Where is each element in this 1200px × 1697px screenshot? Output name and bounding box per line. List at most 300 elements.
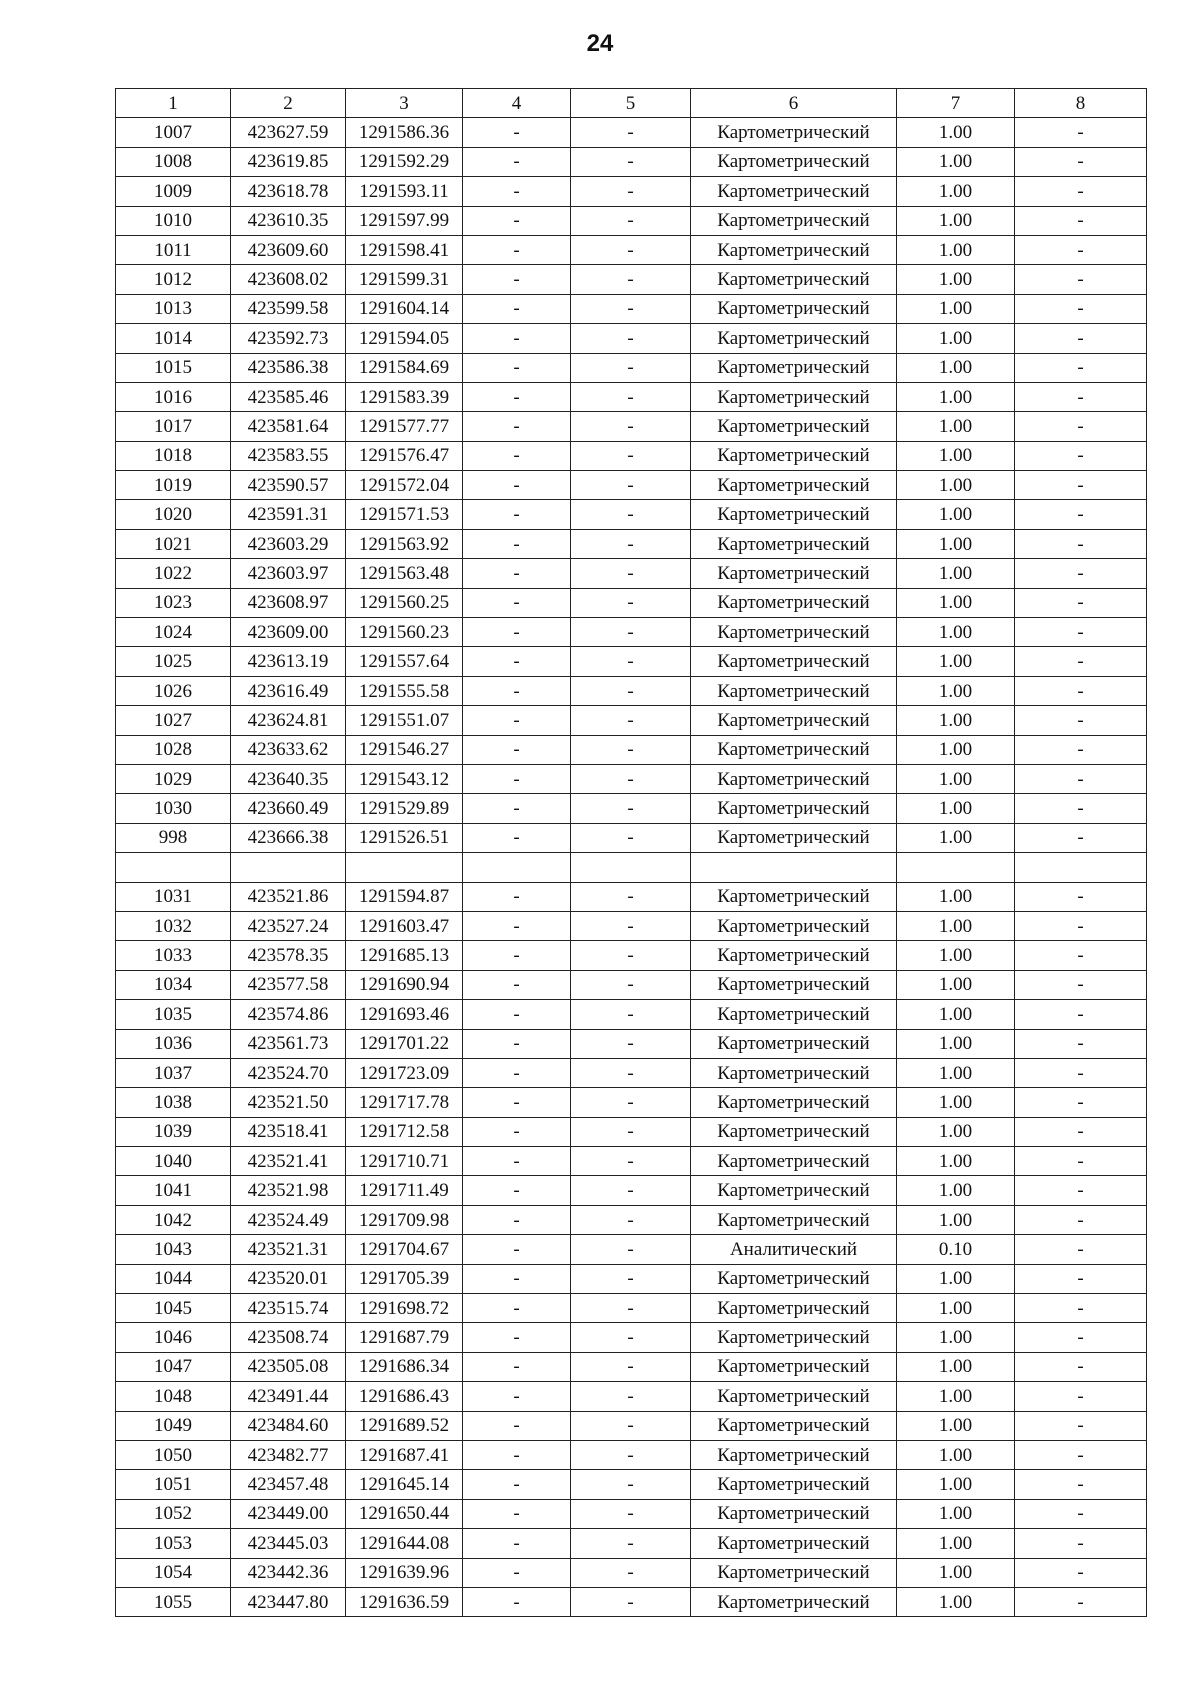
table-cell: - [463, 1029, 571, 1058]
table-cell: 1291687.79 [346, 1323, 463, 1352]
table-cell: - [463, 1147, 571, 1176]
table-cell: 1.00 [897, 529, 1015, 558]
table-cell: 1291723.09 [346, 1058, 463, 1087]
table-cell: - [1015, 118, 1147, 147]
table-cell: 423633.62 [231, 735, 346, 764]
table-cell: 1291639.96 [346, 1558, 463, 1587]
table-cell: 423457.48 [231, 1470, 346, 1499]
table-cell: - [1015, 647, 1147, 676]
table-cell: 1045 [116, 1294, 231, 1323]
table-cell: 1.00 [897, 265, 1015, 294]
table-cell: - [463, 1529, 571, 1558]
table-cell: 1007 [116, 118, 231, 147]
table-cell: 1017 [116, 412, 231, 441]
table-cell: Картометрический [691, 1529, 897, 1558]
table-cell: 1009 [116, 177, 231, 206]
table-cell: - [463, 441, 571, 470]
table-row [116, 853, 1147, 882]
table-cell: 1.00 [897, 1499, 1015, 1528]
table-cell: - [1015, 324, 1147, 353]
table-cell: 1038 [116, 1088, 231, 1117]
table-cell: - [1015, 882, 1147, 911]
table-cell: - [463, 764, 571, 793]
table-row [116, 911, 1147, 940]
table-row [116, 823, 1147, 852]
table-cell: 423524.70 [231, 1058, 346, 1087]
table-row [116, 1088, 1147, 1117]
table-cell: - [571, 706, 691, 735]
table-cell: - [463, 1440, 571, 1469]
table-cell: - [1015, 1499, 1147, 1528]
table-cell: 423624.81 [231, 706, 346, 735]
table-row [116, 970, 1147, 999]
table-cell: Картометрический [691, 177, 897, 206]
table-cell: Картометрический [691, 294, 897, 323]
table-cell: - [571, 1440, 691, 1469]
table-cell: Картометрический [691, 1205, 897, 1234]
table-cell: - [463, 235, 571, 264]
table-cell: - [463, 1088, 571, 1117]
table-cell: - [463, 118, 571, 147]
table-cell: 423484.60 [231, 1411, 346, 1440]
table-cell: - [571, 882, 691, 911]
table-cell: 1.00 [897, 941, 1015, 970]
table-cell: 1291650.44 [346, 1499, 463, 1528]
table-cell: - [463, 1382, 571, 1411]
table-cell: 1021 [116, 529, 231, 558]
table-row [116, 882, 1147, 911]
table-cell: 1.00 [897, 1382, 1015, 1411]
table-cell: - [571, 676, 691, 705]
table-cell: - [1015, 206, 1147, 235]
table-cell: - [571, 559, 691, 588]
table-cell: - [1015, 588, 1147, 617]
table-cell: 423640.35 [231, 764, 346, 793]
table-cell: 1.00 [897, 647, 1015, 676]
table-row [116, 206, 1147, 235]
table-cell: - [1015, 764, 1147, 793]
table-cell: 1.00 [897, 1205, 1015, 1234]
table-cell: - [571, 1499, 691, 1528]
table-cell: 423449.00 [231, 1499, 346, 1528]
table-cell: 1.00 [897, 1088, 1015, 1117]
table-cell: - [571, 412, 691, 441]
table-cell: Картометрический [691, 588, 897, 617]
table-cell: 1051 [116, 1470, 231, 1499]
table-cell: 1.00 [897, 706, 1015, 735]
table-cell: 1291577.77 [346, 412, 463, 441]
table-cell: - [463, 618, 571, 647]
table-cell: - [571, 1264, 691, 1293]
table-cell: 1024 [116, 618, 231, 647]
table-row [116, 118, 1147, 147]
table-row [116, 1499, 1147, 1528]
table-cell: - [1015, 353, 1147, 382]
table-cell: Картометрический [691, 1440, 897, 1469]
table-cell: Картометрический [691, 1029, 897, 1058]
table-cell: 423599.58 [231, 294, 346, 323]
table-cell: - [463, 353, 571, 382]
table-cell: Картометрический [691, 1382, 897, 1411]
table-cell: 423521.98 [231, 1176, 346, 1205]
table-cell: 1027 [116, 706, 231, 735]
table-cell: - [571, 324, 691, 353]
table-cell [346, 853, 463, 882]
table-cell: - [571, 764, 691, 793]
table-cell: 1291529.89 [346, 794, 463, 823]
table-cell: 1014 [116, 324, 231, 353]
table-cell: 1043 [116, 1235, 231, 1264]
table-cell: - [1015, 1529, 1147, 1558]
table-cell: 1013 [116, 294, 231, 323]
table-row [116, 588, 1147, 617]
table-cell: - [571, 1176, 691, 1205]
table-cell: 1291572.04 [346, 471, 463, 500]
table-cell: 1029 [116, 764, 231, 793]
table-cell: Картометрический [691, 647, 897, 676]
table-cell: 423618.78 [231, 177, 346, 206]
table-cell: 1031 [116, 882, 231, 911]
table-row [116, 1440, 1147, 1469]
header-cell: 2 [231, 89, 346, 118]
table-cell: 1291636.59 [346, 1587, 463, 1616]
table-cell: 1291712.58 [346, 1117, 463, 1146]
table-cell: Картометрический [691, 265, 897, 294]
table-cell: 1.00 [897, 1323, 1015, 1352]
table-cell: - [463, 1235, 571, 1264]
table-cell: - [1015, 441, 1147, 470]
table-cell: Картометрический [691, 1088, 897, 1117]
table-cell: 1047 [116, 1352, 231, 1381]
table-row [116, 618, 1147, 647]
table-cell: 423442.36 [231, 1558, 346, 1587]
table-row [116, 177, 1147, 206]
table-cell: 1291689.52 [346, 1411, 463, 1440]
table-cell: Картометрический [691, 1499, 897, 1528]
table-cell: - [1015, 1176, 1147, 1205]
table-cell: 1.00 [897, 1058, 1015, 1087]
table-cell: - [571, 529, 691, 558]
table-cell: - [1015, 1440, 1147, 1469]
coordinates-table [115, 88, 1147, 1617]
table-cell: 1291705.39 [346, 1264, 463, 1293]
table-cell: - [463, 147, 571, 176]
table-row [116, 1176, 1147, 1205]
table-cell: - [571, 1294, 691, 1323]
table-cell: - [1015, 970, 1147, 999]
table-cell: 423524.49 [231, 1205, 346, 1234]
table-cell: 423627.59 [231, 118, 346, 147]
table-cell: 423527.24 [231, 911, 346, 940]
table-row [116, 1000, 1147, 1029]
table-cell: - [571, 1587, 691, 1616]
table-cell: 423666.38 [231, 823, 346, 852]
table-cell: - [463, 1558, 571, 1587]
table-cell: 1291686.43 [346, 1382, 463, 1411]
table-cell: - [1015, 559, 1147, 588]
table-cell: 1291690.94 [346, 970, 463, 999]
table-cell: 423581.64 [231, 412, 346, 441]
table-cell: 1.00 [897, 764, 1015, 793]
header-cell: 1 [116, 89, 231, 118]
table-cell: 1.00 [897, 1587, 1015, 1616]
table-cell: 1.00 [897, 1352, 1015, 1381]
table-cell: Картометрический [691, 1000, 897, 1029]
table-cell: Картометрический [691, 1264, 897, 1293]
table-cell: - [571, 941, 691, 970]
table-cell: 1.00 [897, 588, 1015, 617]
header-cell: 7 [897, 89, 1015, 118]
table-cell: - [571, 1382, 691, 1411]
table-cell: - [571, 500, 691, 529]
table-cell: - [1015, 147, 1147, 176]
table-cell: - [571, 1088, 691, 1117]
table-cell: - [571, 647, 691, 676]
table-cell: Картометрический [691, 1352, 897, 1381]
table-cell: - [463, 500, 571, 529]
table-cell: 1291693.46 [346, 1000, 463, 1029]
table-header [116, 89, 1147, 118]
table-cell: 1291563.92 [346, 529, 463, 558]
table-cell: 1.00 [897, 500, 1015, 529]
table-cell: Картометрический [691, 500, 897, 529]
table-cell: - [571, 1411, 691, 1440]
table-cell: - [1015, 500, 1147, 529]
table-cell: 1039 [116, 1117, 231, 1146]
table-cell: - [1015, 1205, 1147, 1234]
table-cell: 1.00 [897, 353, 1015, 382]
table-cell: - [571, 1205, 691, 1234]
table-cell: - [1015, 529, 1147, 558]
table-cell: 1.00 [897, 1529, 1015, 1558]
table-cell: 1010 [116, 206, 231, 235]
table-cell: Картометрический [691, 1323, 897, 1352]
table-cell: - [463, 735, 571, 764]
table-cell: 1291592.29 [346, 147, 463, 176]
table-cell: 0.10 [897, 1235, 1015, 1264]
table-cell: 998 [116, 823, 231, 852]
table-cell: Картометрический [691, 412, 897, 441]
table-cell: 1048 [116, 1382, 231, 1411]
table-cell: 1022 [116, 559, 231, 588]
table-row [116, 382, 1147, 411]
table-cell: - [463, 911, 571, 940]
table-cell: - [571, 353, 691, 382]
table-cell: - [463, 294, 571, 323]
table-cell: 1291704.67 [346, 1235, 463, 1264]
table-cell: 1008 [116, 147, 231, 176]
table-cell: - [463, 1294, 571, 1323]
table-cell: 423591.31 [231, 500, 346, 529]
table-cell: 1050 [116, 1440, 231, 1469]
table-row [116, 706, 1147, 735]
table-cell: - [571, 1529, 691, 1558]
table-row [116, 941, 1147, 970]
table-cell: - [1015, 676, 1147, 705]
table-cell: 1015 [116, 353, 231, 382]
table-cell: Картометрический [691, 235, 897, 264]
table-cell: 1291583.39 [346, 382, 463, 411]
table-cell: 1291586.36 [346, 118, 463, 147]
table-cell: 1291576.47 [346, 441, 463, 470]
table-cell: - [1015, 1235, 1147, 1264]
table-cell: - [571, 1029, 691, 1058]
table-cell: - [463, 1117, 571, 1146]
table-cell: - [571, 206, 691, 235]
table-cell: 423609.60 [231, 235, 346, 264]
table-cell: - [1015, 177, 1147, 206]
table-row [116, 441, 1147, 470]
table-cell: 423585.46 [231, 382, 346, 411]
table-cell: - [463, 1323, 571, 1352]
table-cell: 1.00 [897, 1558, 1015, 1587]
table-cell: 1291546.27 [346, 735, 463, 764]
table-cell: - [571, 441, 691, 470]
table-cell: 1032 [116, 911, 231, 940]
table-cell: - [463, 559, 571, 588]
table-cell: - [463, 1411, 571, 1440]
table-row [116, 500, 1147, 529]
table-cell: - [1015, 471, 1147, 500]
table-cell: - [571, 1323, 691, 1352]
table-cell: 1.00 [897, 1411, 1015, 1440]
table-cell: Картометрический [691, 1176, 897, 1205]
table-cell: 423482.77 [231, 1440, 346, 1469]
table-cell: - [1015, 1558, 1147, 1587]
table-cell: 423515.74 [231, 1294, 346, 1323]
table-cell: Картометрический [691, 970, 897, 999]
table-cell: - [1015, 1000, 1147, 1029]
table-cell: 1.00 [897, 1176, 1015, 1205]
table-cell: 423613.19 [231, 647, 346, 676]
table-cell: 1.00 [897, 1029, 1015, 1058]
table-row [116, 1323, 1147, 1352]
table-row [116, 1529, 1147, 1558]
table-cell: 1.00 [897, 1000, 1015, 1029]
table-cell: 1044 [116, 1264, 231, 1293]
table-cell: 1.00 [897, 1117, 1015, 1146]
table-cell: 1053 [116, 1529, 231, 1558]
table-row [116, 324, 1147, 353]
table-cell: 1.00 [897, 559, 1015, 588]
table-cell: - [463, 1058, 571, 1087]
table-cell: 1291698.72 [346, 1294, 463, 1323]
table-cell: 1.00 [897, 1147, 1015, 1176]
table-cell: 1291557.64 [346, 647, 463, 676]
table-cell: 1291571.53 [346, 500, 463, 529]
table-cell: - [1015, 412, 1147, 441]
table-cell: Картометрический [691, 941, 897, 970]
table-cell: 1291560.25 [346, 588, 463, 617]
table-cell: 1.00 [897, 118, 1015, 147]
table-cell: 1291526.51 [346, 823, 463, 852]
table-cell: 1037 [116, 1058, 231, 1087]
table-cell: - [1015, 941, 1147, 970]
table-cell: 423603.29 [231, 529, 346, 558]
table-cell [463, 853, 571, 882]
table-cell: - [463, 1000, 571, 1029]
table-cell: Картометрический [691, 206, 897, 235]
table-cell: 1291603.47 [346, 911, 463, 940]
table-cell: 423447.80 [231, 1587, 346, 1616]
table-cell: 423590.57 [231, 471, 346, 500]
table-cell: - [463, 1264, 571, 1293]
table-cell: 1054 [116, 1558, 231, 1587]
table-cell: - [571, 1000, 691, 1029]
table-cell: - [571, 911, 691, 940]
table-row [116, 676, 1147, 705]
table-cell: 1030 [116, 794, 231, 823]
header-cell: 6 [691, 89, 897, 118]
table-cell: - [571, 147, 691, 176]
table-cell: - [1015, 1323, 1147, 1352]
table-cell: Картометрический [691, 882, 897, 911]
table-cell: 1.00 [897, 471, 1015, 500]
table-cell: 423583.55 [231, 441, 346, 470]
table-cell: - [571, 471, 691, 500]
table-cell: - [463, 676, 571, 705]
table-cell: 1012 [116, 265, 231, 294]
table-cell: Картометрический [691, 353, 897, 382]
table-cell: - [1015, 1411, 1147, 1440]
table-cell: Аналитический [691, 1235, 897, 1264]
table-cell: 423505.08 [231, 1352, 346, 1381]
table-row [116, 294, 1147, 323]
table-cell: 1291598.41 [346, 235, 463, 264]
table-cell: - [571, 735, 691, 764]
table-cell: - [571, 1352, 691, 1381]
table-cell: 1035 [116, 1000, 231, 1029]
table-cell: - [1015, 1264, 1147, 1293]
table-cell: - [1015, 706, 1147, 735]
table-cell: 1016 [116, 382, 231, 411]
table-cell: 1291685.13 [346, 941, 463, 970]
table-row [116, 1205, 1147, 1234]
table-cell: - [1015, 823, 1147, 852]
table-cell: Картометрический [691, 764, 897, 793]
table-cell: 1.00 [897, 911, 1015, 940]
table-cell: - [1015, 735, 1147, 764]
table-cell: - [571, 794, 691, 823]
table-cell: - [1015, 1382, 1147, 1411]
table-cell: 1042 [116, 1205, 231, 1234]
table-row [116, 1587, 1147, 1616]
table-cell: 1291644.08 [346, 1529, 463, 1558]
table-row [116, 764, 1147, 793]
table-cell: Картометрический [691, 559, 897, 588]
table-row [116, 1411, 1147, 1440]
table-cell: - [463, 1176, 571, 1205]
table-cell: 423609.00 [231, 618, 346, 647]
table-cell: 423521.31 [231, 1235, 346, 1264]
table-cell: - [463, 882, 571, 911]
table-cell: 1046 [116, 1323, 231, 1352]
table-cell: 1052 [116, 1499, 231, 1528]
table-cell: 1.00 [897, 618, 1015, 647]
table-row [116, 1382, 1147, 1411]
table-cell: - [463, 324, 571, 353]
table-cell: 423445.03 [231, 1529, 346, 1558]
table-cell: 1036 [116, 1029, 231, 1058]
table-cell: Картометрический [691, 441, 897, 470]
table-cell: - [571, 1558, 691, 1587]
table-cell: - [571, 1117, 691, 1146]
table-cell: - [463, 823, 571, 852]
table-cell: - [463, 412, 571, 441]
table-cell: 1291645.14 [346, 1470, 463, 1499]
table-cell: 1291594.05 [346, 324, 463, 353]
table-cell: Картометрический [691, 1587, 897, 1616]
